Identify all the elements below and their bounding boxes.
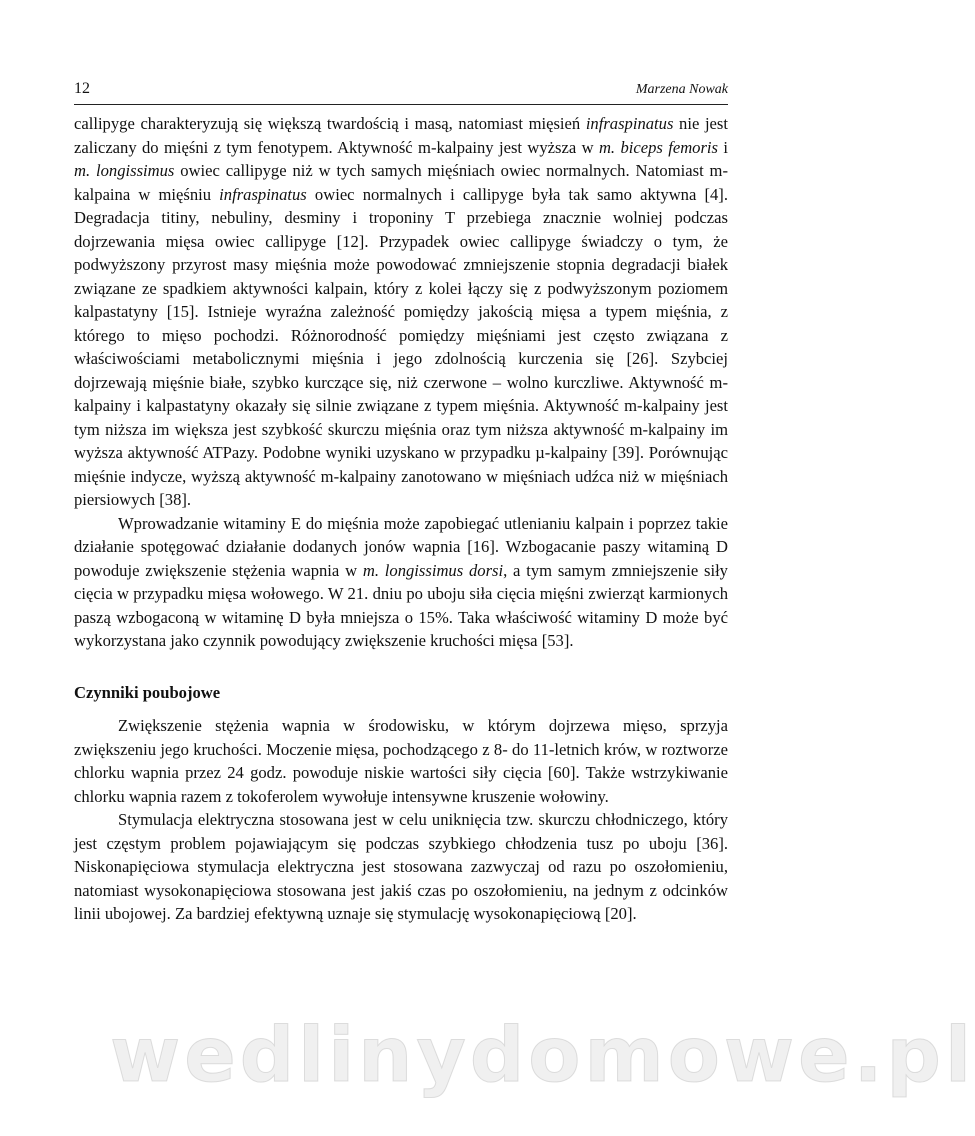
paragraph-1: callipyge charakteryzują się większą twardością i masą, natomiast mięsień infraspinatus nie jest zaliczany do mięśni z tym fenotypem. Aktywność m-kalpainy jest wyższa w m. biceps femoris i m. longissimus owiec callipyge niż w tych samych mięśniach owiec normalnych. Natomiast m-kalpaina w mięśniu infraspinatus owiec normalnych i callipyge była tak samo aktywna [4]. Degradacja titiny, nebuliny, desminy i troponiny T przebiega znacznie wolniej podczas dojrzewania mięsa owiec callipyge [12]. Przypadek owiec callipyge świadczy o tym, że podwyższony przyrost masy mięśnia może powodować zmniejszenie stopnia degradacji białek związane ze spadkiem aktywności kalpain, który z kolei łączy się z podwyższonym poziomem kalpastatyny [15]. Istnieje wyraźna zależność pomiędzy jakością mięsa a typem mięśnia, z którego to mięso pochodzi. Różnorodność pomiędzy mięśniami jest często związana z właściwościami metabolicznymi mięśnia i jego zdolnością kurczenia się [26]. Szybciej dojrzewają mięśnie białe, szybko kurczące się, niż czerwone – wolno kurczliwe. Aktywność m-kalpainy i kalpastatyny okazały się silnie związane z typem mięśnia. Aktywność m-kalpainy jest tym niższa im większa jest szybkość skurczu mięśnia oraz tym niższa aktywność m-kalpainy im wyższa aktywność ATPazy. Podobne wyniki uzyskano w przypadku µ-kalpainy [39]. Porównując mięśnie indycze, wyższą aktywność m-kalpainy zanotowano w mięśniach udźca niż w mięśniach piersiowych [38].: [74, 114, 728, 509]
paragraph-4: Stymulacja elektryczna stosowana jest w celu uniknięcia tzw. skurczu chłodniczego, który jest częstym problem pojawiającym się podczas szybkiego chłodzenia tusz po uboju [36]. Niskonapięciowa stymulacja elektryczna jest stosowana zazwyczaj od razu po oszołomieniu, natomiast wysokonapięciowa stosowana jest jakiś czas po oszołomieniu, na jednym z odcinków linii ubojowej. Za bardziej efektywną uznaje się stymulację wysokonapięciową [20].: [74, 810, 728, 923]
watermark: wedlinydomowe.pl: [110, 1010, 975, 1099]
paragraph-2: Wprowadzanie witaminy E do mięśnia może zapobiegać utlenianiu kalpain i poprzez takie działanie spotęgować działanie dodanych jonów wapnia [16]. Wzbogacanie paszy witaminą D powoduje zwiększenie stężenia wapnia w m. longissimus dorsi, a tym samym zmniejszenie siły cięcia w przypadku mięsa wołowego. W 21. dniu po uboju siła cięcia mięśni zwierząt karmionych paszą wzbogaconą w witaminę D była mniejsza o 15%. Taka właściwość witaminy D może być wykorzystana jako czynnik powodujący zwiększenie kruchości mięsa [53].: [74, 513, 728, 650]
page-number: 12: [74, 80, 90, 97]
paragraph-3: Zwiększenie stężenia wapnia w środowisku, w którym dojrzewa mięso, sprzyja zwiększeniu jego kruchości. Moczenie mięsa, pochodzącego z 8- do 11-letnich krów, w roztworze chlorku wapnia przez 24 godz. powoduje niskie wartości siły cięcia [60]. Także wstrzykiwanie chlorku wapnia razem z tokoferolem wywołuje intensywne kruszenie wołowiny.: [74, 716, 728, 806]
section-heading: Czynniki poubojowe: [74, 682, 221, 702]
running-header: [74, 80, 728, 105]
article-body: [74, 112, 728, 926]
author-name: Marzena Nowak: [635, 82, 728, 97]
